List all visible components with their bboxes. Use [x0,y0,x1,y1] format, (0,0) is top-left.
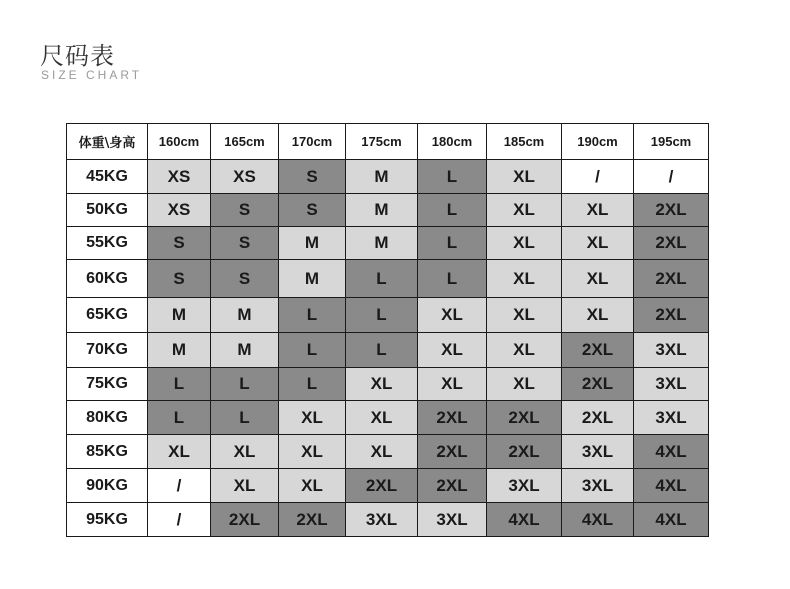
size-cell: XL [487,368,562,401]
size-cell: XS [211,160,279,194]
size-cell: L [279,298,346,333]
size-cell: L [279,368,346,401]
size-cell: S [279,160,346,194]
table-row [67,401,709,435]
size-cell: XL [487,298,562,333]
weight-label: 95KG [67,503,148,537]
size-cell: 3XL [634,368,709,401]
size-cell: S [148,260,211,298]
size-cell: 2XL [346,469,418,503]
weight-label: 85KG [67,435,148,469]
table-row [67,333,709,368]
size-cell: M [211,298,279,333]
height-header: 165cm [211,124,279,160]
size-cell: 3XL [634,333,709,368]
size-cell: M [148,298,211,333]
size-cell: L [148,401,211,435]
size-cell: L [148,368,211,401]
height-header: 175cm [346,124,418,160]
table-row [67,298,709,333]
page-subtitle: SIZE CHART [41,68,143,82]
size-cell: 2XL [418,435,487,469]
size-cell: S [211,227,279,260]
size-cell: XL [211,435,279,469]
size-cell: M [211,333,279,368]
height-header: 195cm [634,124,709,160]
size-cell: / [634,160,709,194]
size-cell: 2XL [279,503,346,537]
weight-label: 45KG [67,160,148,194]
size-cell: 2XL [634,260,709,298]
size-cell: XL [562,260,634,298]
size-cell: 2XL [211,503,279,537]
weight-label: 80KG [67,401,148,435]
size-cell: 3XL [562,435,634,469]
weight-label: 50KG [67,194,148,227]
size-cell: XL [562,298,634,333]
size-cell: XL [487,260,562,298]
size-cell: 3XL [487,469,562,503]
size-cell: L [418,260,487,298]
size-cell: XS [148,194,211,227]
size-cell: / [562,160,634,194]
size-cell: 3XL [562,469,634,503]
size-cell: 2XL [487,401,562,435]
size-cell: 4XL [487,503,562,537]
table-row [67,160,709,194]
size-cell: XL [487,194,562,227]
weight-label: 55KG [67,227,148,260]
size-cell: XL [279,401,346,435]
size-cell: S [211,194,279,227]
size-cell: M [279,227,346,260]
size-cell: 3XL [634,401,709,435]
size-cell: XL [418,368,487,401]
size-cell: L [279,333,346,368]
size-cell: XL [148,435,211,469]
size-cell: 2XL [634,298,709,333]
height-header: 185cm [487,124,562,160]
size-cell: S [279,194,346,227]
size-cell: XL [418,333,487,368]
size-chart-table [66,123,709,537]
table-row [67,227,709,260]
size-cell: 2XL [487,435,562,469]
weight-label: 70KG [67,333,148,368]
size-cell: 4XL [562,503,634,537]
table-row [67,469,709,503]
page-title: 尺码表 [40,42,115,70]
size-cell: S [148,227,211,260]
size-cell: 2XL [562,368,634,401]
weight-label: 65KG [67,298,148,333]
size-cell: XL [279,435,346,469]
size-cell: XL [562,227,634,260]
height-header: 190cm [562,124,634,160]
height-header: 160cm [148,124,211,160]
size-cell: / [148,469,211,503]
height-header: 170cm [279,124,346,160]
size-cell: 4XL [634,503,709,537]
size-cell: 2XL [418,401,487,435]
size-cell: M [346,227,418,260]
size-cell: S [211,260,279,298]
weight-label: 75KG [67,368,148,401]
size-cell: XL [418,298,487,333]
header-row [67,124,709,160]
size-cell: XL [487,160,562,194]
size-cell: M [346,160,418,194]
size-cell: L [211,401,279,435]
size-cell: M [346,194,418,227]
size-cell: 4XL [634,469,709,503]
height-header: 180cm [418,124,487,160]
size-cell: XL [346,368,418,401]
size-cell: XL [487,333,562,368]
size-cell: L [418,227,487,260]
size-cell: 4XL [634,435,709,469]
size-cell: L [418,194,487,227]
table-row [67,194,709,227]
size-cell: XL [211,469,279,503]
size-cell: L [418,160,487,194]
size-cell: 2XL [562,401,634,435]
size-cell: XL [346,401,418,435]
size-cell: 2XL [634,227,709,260]
corner-label: 体重\身高 [67,124,148,160]
size-cell: 2XL [562,333,634,368]
size-cell: 3XL [418,503,487,537]
weight-label: 60KG [67,260,148,298]
size-cell: L [346,298,418,333]
size-cell: XL [279,469,346,503]
size-cell: XL [562,194,634,227]
size-cell: 2XL [634,194,709,227]
size-cell: M [279,260,346,298]
size-cell: / [148,503,211,537]
table-row [67,260,709,298]
size-cell: XL [487,227,562,260]
weight-label: 90KG [67,469,148,503]
table-row [67,368,709,401]
size-cell: XS [148,160,211,194]
size-cell: L [346,333,418,368]
size-cell: L [346,260,418,298]
table-row [67,435,709,469]
size-cell: 3XL [346,503,418,537]
size-cell: 2XL [418,469,487,503]
size-cell: M [148,333,211,368]
size-cell: XL [346,435,418,469]
size-cell: L [211,368,279,401]
table-row [67,503,709,537]
